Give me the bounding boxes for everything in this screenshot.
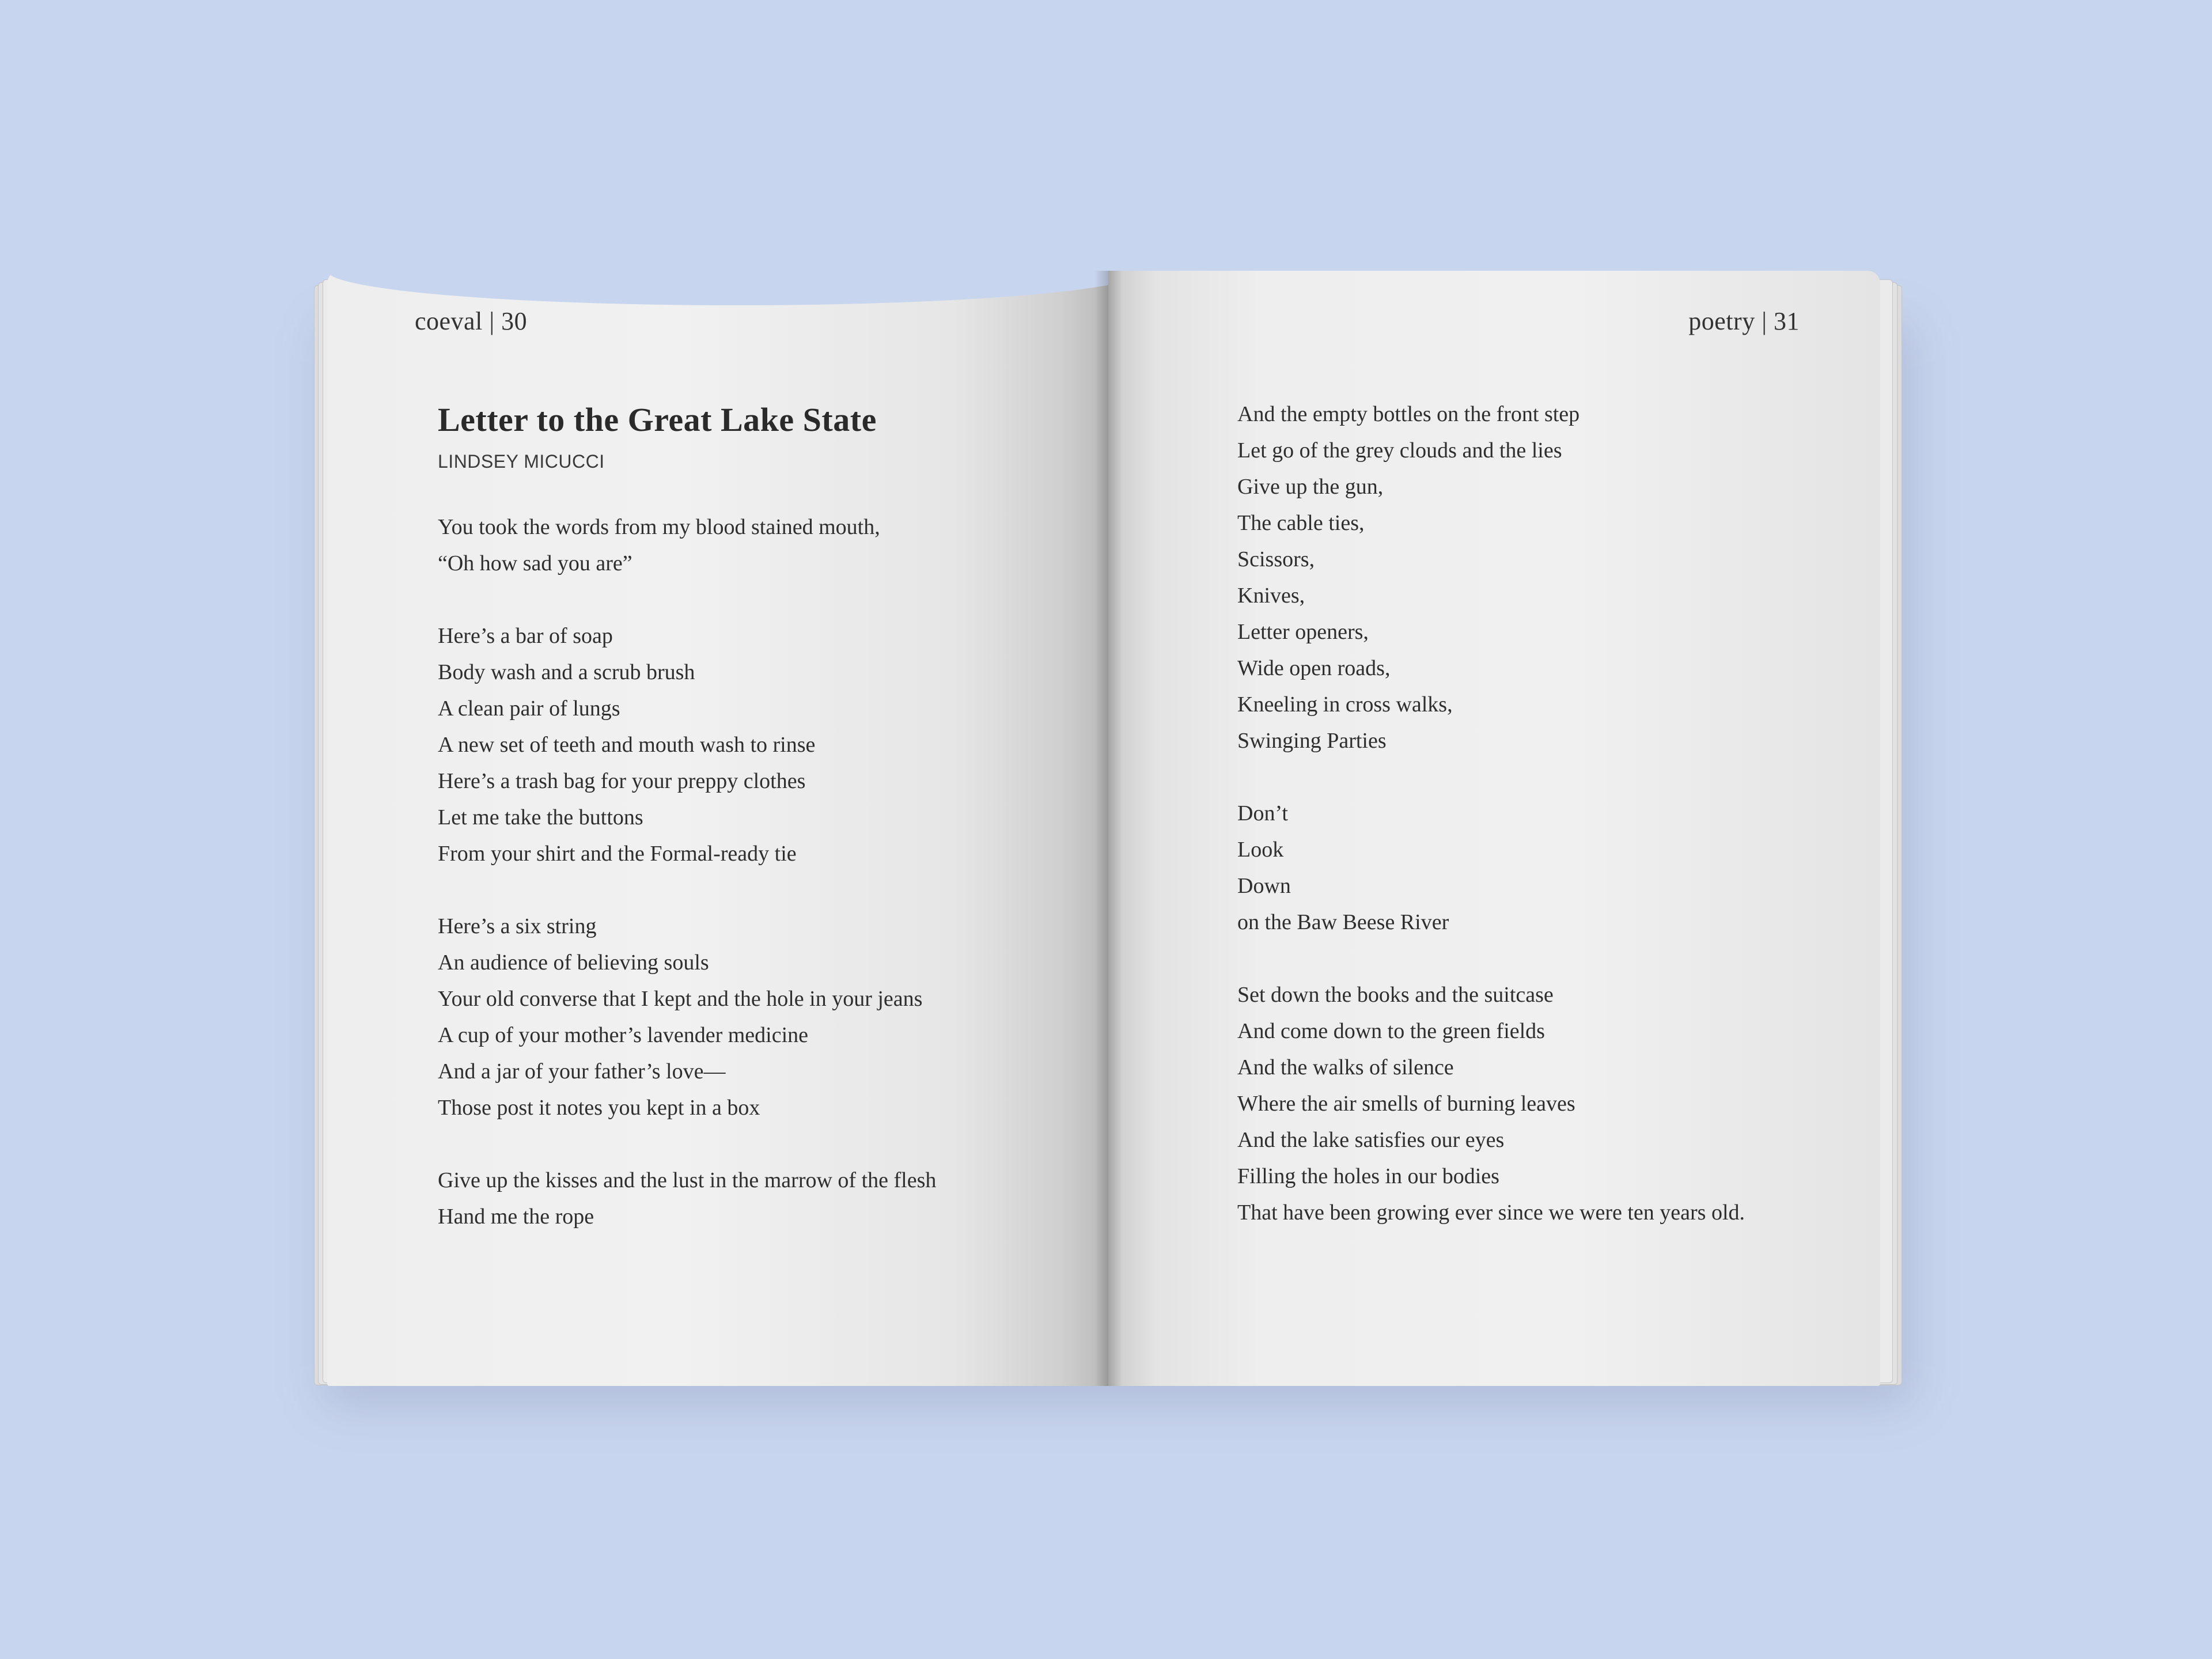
poem-line: And the empty bottles on the front step [1237,402,1580,426]
poem-line: An audience of believing souls [438,950,709,975]
poem-text-left [438,509,1060,1235]
poem-line: A new set of teeth and mouth wash to rinse [438,733,816,757]
poem-line: A clean pair of lungs [438,696,620,721]
stanza-break [438,582,1060,618]
running-head-left: coeval | 30 [415,307,528,335]
running-head-right: poetry | 31 [1688,307,1800,335]
poem-line: Wide open roads, [1237,656,1391,680]
poem-line: Don’t [1237,801,1288,825]
poem-line: Here’s a trash bag for your preppy clothes [438,769,806,793]
poem-title: Letter to the Great Lake State [438,401,877,438]
poem-line: Scissors, [1237,547,1315,571]
poem-line: Here’s a bar of soap [438,624,613,648]
poem-line: Give up the gun, [1237,475,1384,499]
poem-line: And a jar of your father’s love— [438,1059,726,1084]
poem-line: And the walks of silence [1237,1055,1454,1080]
poem-line: Those post it notes you kept in a box [438,1096,760,1120]
stanza-break [438,1126,1060,1162]
poem-line: Down [1237,874,1291,898]
poem-line: Your old converse that I kept and the hole in your jeans [438,987,923,1011]
poem-line: Knives, [1237,584,1305,608]
stanza-break [1237,759,1871,796]
poem-text-right [1237,396,1871,1231]
poem-line: Body wash and a scrub brush [438,660,695,684]
poem-line: Kneeling in cross walks, [1237,692,1453,717]
poem-line: Hand me the rope [438,1205,594,1229]
poem-line: Letter openers, [1237,620,1369,644]
poem-line: And the lake satisfies our eyes [1237,1128,1505,1152]
poem-line: Here’s a six string [438,914,597,938]
poem-line: And come down to the green fields [1237,1019,1545,1043]
poem-line: Let go of the grey clouds and the lies [1237,438,1562,463]
poem-line: Look [1237,838,1284,862]
poem-line: You took the words from my blood stained mouth, [438,515,880,539]
stanza-break [1237,941,1871,977]
poem-line: Where the air smells of burning leaves [1237,1092,1575,1116]
poem-line: on the Baw Beese River [1237,910,1449,934]
poem-line: Filling the holes in our bodies [1237,1164,1499,1188]
poem-line: “Oh how sad you are” [438,551,632,575]
poem-line: That have been growing ever since we were ten years old. [1237,1200,1745,1225]
poem-line: Let me take the buttons [438,805,643,830]
poem-author: LINDSEY MICUCCI [438,451,605,472]
poem-line: Swinging Parties [1237,729,1387,753]
poem-line: Set down the books and the suitcase [1237,983,1554,1007]
poem-line: A cup of your mother’s lavender medicine [438,1023,808,1047]
book-gutter [1094,271,1122,1386]
stanza-break [438,872,1060,908]
poem-line: Give up the kisses and the lust in the marrow of the flesh [438,1168,937,1192]
poem-line: From your shirt and the Formal-ready tie [438,842,797,866]
poem-line: The cable ties, [1237,511,1365,535]
